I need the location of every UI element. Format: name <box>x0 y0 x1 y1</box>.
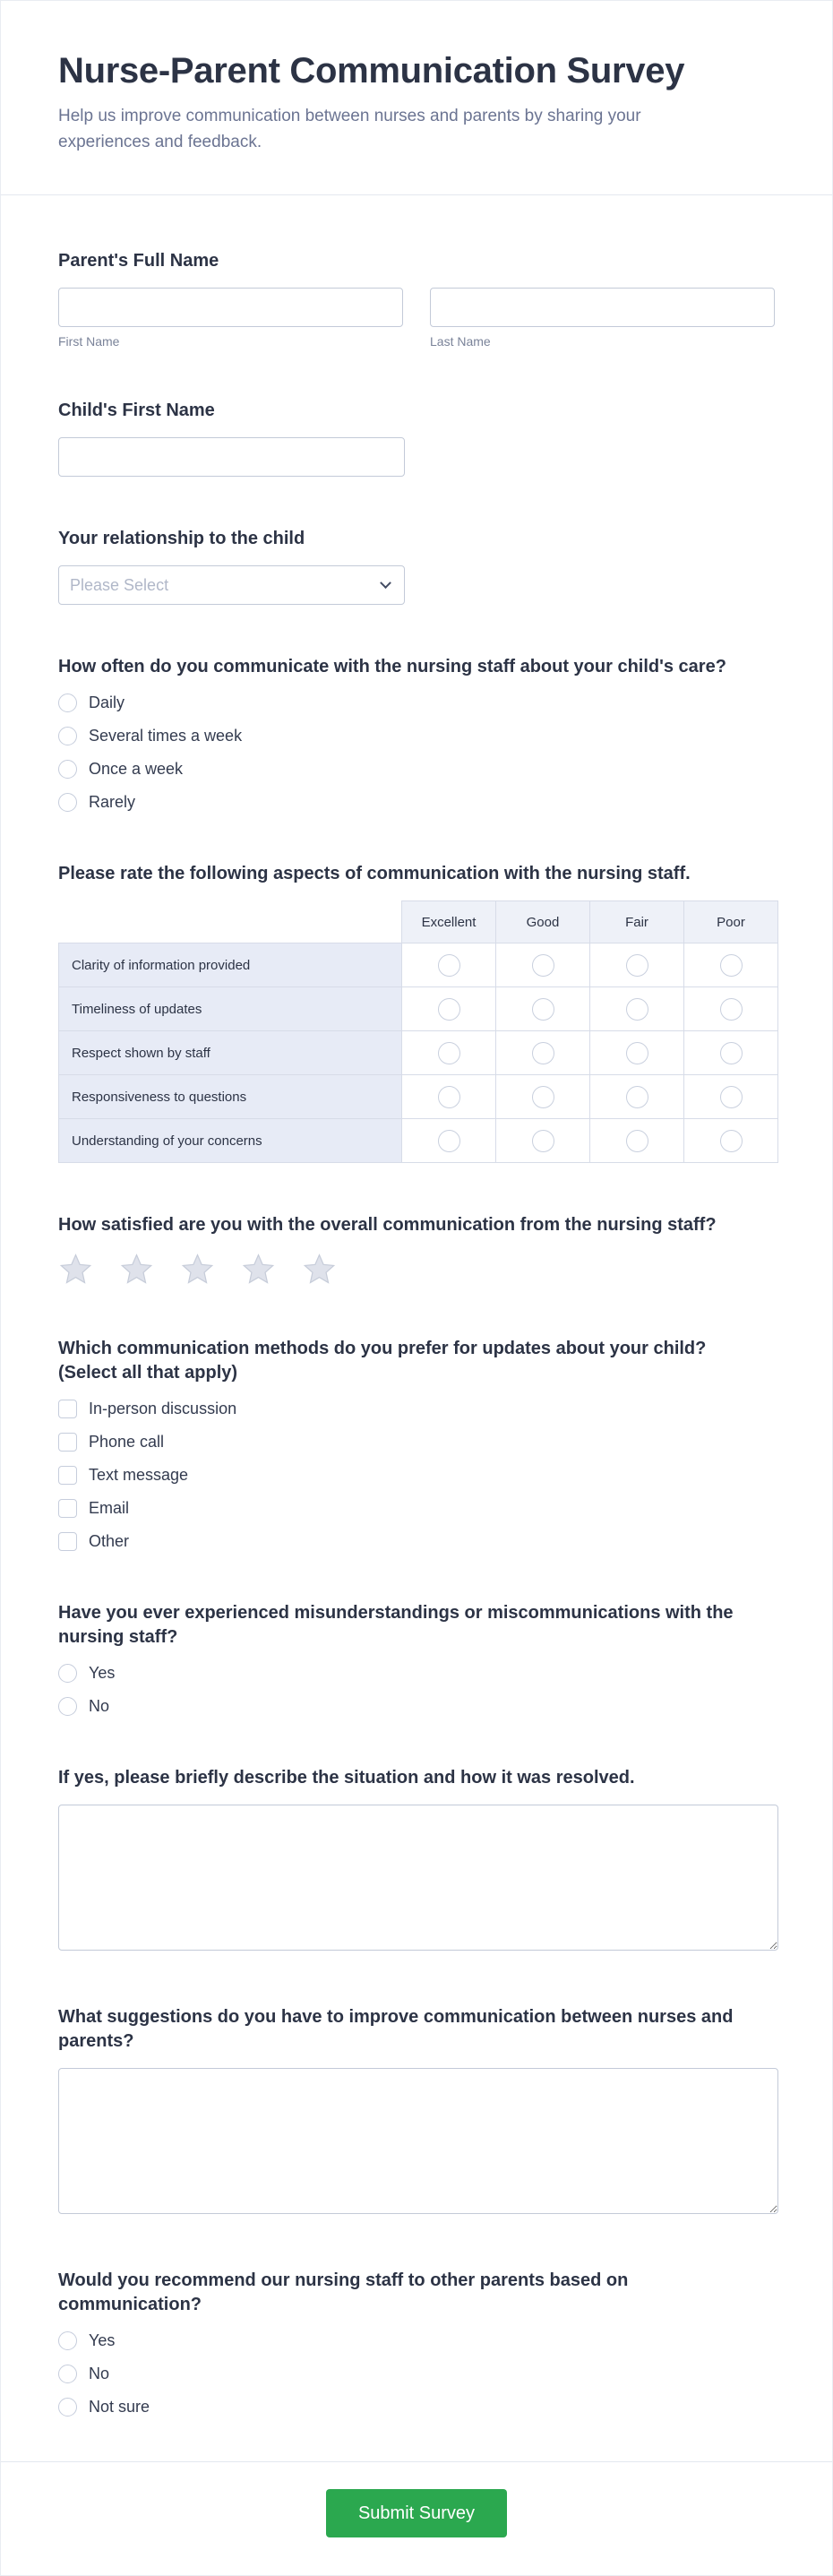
name-fields-row <box>58 288 775 349</box>
option-label: Yes <box>89 1664 116 1682</box>
radio-group-misunderstandings <box>58 1664 775 1716</box>
option-label: No <box>89 2365 110 2382</box>
matrix-cell[interactable] <box>590 943 684 987</box>
radio-button[interactable] <box>532 998 554 1021</box>
radio-option-several-times-a-week[interactable] <box>58 727 775 745</box>
matrix-cell[interactable] <box>402 987 496 1031</box>
star-icon[interactable] <box>119 1252 154 1287</box>
radio-button[interactable] <box>532 1042 554 1064</box>
question-label: Please rate the following aspects of communication with the nursing staff. <box>58 864 691 883</box>
relationship-select[interactable] <box>58 565 405 605</box>
suggestions-textarea[interactable] <box>58 2068 778 2214</box>
checkbox-option-phone-call[interactable] <box>58 1433 775 1452</box>
radio-button[interactable] <box>58 2365 77 2383</box>
checkbox[interactable] <box>58 1400 77 1418</box>
matrix-corner-cell <box>59 901 402 943</box>
matrix-cell[interactable] <box>590 1031 684 1075</box>
matrix-row-label: Responsiveness to questions <box>59 1075 402 1119</box>
matrix-row <box>59 987 778 1031</box>
radio-button[interactable] <box>58 1664 77 1683</box>
radio-option-no[interactable] <box>58 2365 775 2383</box>
star-rating <box>58 1252 775 1287</box>
matrix-cell[interactable] <box>684 1119 778 1163</box>
question-describe-situation <box>58 1766 775 1955</box>
question-label: Which communication methods do you prefer for updates about your child? (Select all that apply) <box>58 1339 707 1383</box>
rating-matrix-table <box>58 900 778 1163</box>
radio-button[interactable] <box>58 2331 77 2350</box>
question-label: Would you recommend our nursing staff to other parents based on communication? <box>58 2270 629 2314</box>
matrix-column-header: Good <box>496 901 590 943</box>
matrix-column-header: Poor <box>684 901 778 943</box>
option-label: Rarely <box>89 793 136 811</box>
matrix-cell[interactable] <box>590 1075 684 1119</box>
question-methods <box>58 1337 775 1551</box>
matrix-cell[interactable] <box>402 1031 496 1075</box>
checkbox-option-email[interactable] <box>58 1499 775 1518</box>
option-label: Phone call <box>89 1433 165 1451</box>
checkbox[interactable] <box>58 1499 77 1518</box>
option-label: No <box>89 1697 110 1715</box>
form-title: Nurse-Parent Communication Survey <box>58 51 685 90</box>
question-recommend <box>58 2269 775 2417</box>
option-label: Other <box>89 1532 130 1550</box>
radio-option-rarely[interactable] <box>58 793 775 812</box>
option-label: Email <box>89 1499 130 1517</box>
matrix-cell[interactable] <box>496 987 590 1031</box>
radio-button[interactable] <box>58 793 77 812</box>
radio-group-frequency <box>58 694 775 812</box>
star-icon[interactable] <box>302 1252 337 1287</box>
form-body <box>1 195 832 2461</box>
radio-option-no[interactable] <box>58 1697 775 1716</box>
form-footer <box>1 2461 832 2575</box>
question-relationship <box>58 527 775 605</box>
matrix-row-label: Timeliness of updates <box>59 987 402 1031</box>
matrix-row-label: Clarity of information provided <box>59 943 402 987</box>
option-label: Daily <box>89 694 125 711</box>
radio-button[interactable] <box>720 1042 743 1064</box>
radio-option-yes[interactable] <box>58 1664 775 1683</box>
question-label: If yes, please briefly describe the situation and how it was resolved. <box>58 1768 635 1788</box>
question-frequency <box>58 655 775 812</box>
checkbox-option-text-message[interactable] <box>58 1466 775 1485</box>
radio-button[interactable] <box>58 1697 77 1716</box>
matrix-row-label: Understanding of your concerns <box>59 1119 402 1163</box>
radio-option-yes[interactable] <box>58 2331 775 2350</box>
matrix-cell[interactable] <box>402 1075 496 1119</box>
option-label: In-person discussion <box>89 1400 237 1417</box>
radio-button[interactable] <box>438 954 460 977</box>
radio-button[interactable] <box>438 1130 460 1152</box>
matrix-cell[interactable] <box>496 1031 590 1075</box>
form-header <box>1 1 832 195</box>
first-name-input[interactable] <box>58 288 403 327</box>
matrix-cell[interactable] <box>684 1075 778 1119</box>
question-label: How satisfied are you with the overall communication from the nursing staff? <box>58 1215 717 1235</box>
option-label: Once a week <box>89 760 184 778</box>
question-label: Have you ever experienced misunderstandings or miscommunications with the nursing staff? <box>58 1603 734 1647</box>
matrix-column-header: Fair <box>590 901 684 943</box>
checkbox-option-in-person-discussion[interactable] <box>58 1400 775 1418</box>
question-label: What suggestions do you have to improve communication between nurses and parents? <box>58 2007 734 2051</box>
radio-button[interactable] <box>626 954 648 977</box>
question-child-name <box>58 399 775 477</box>
form-subtitle: Help us improve communication between nurses and parents by sharing your experiences and feedback. <box>58 107 641 151</box>
radio-button[interactable] <box>720 998 743 1021</box>
last-name-sublabel: Last Name <box>430 334 491 349</box>
matrix-cell[interactable] <box>590 987 684 1031</box>
checkbox-group-methods <box>58 1400 775 1551</box>
checkbox-option-other[interactable] <box>58 1532 775 1551</box>
matrix-row <box>59 1119 778 1163</box>
matrix-header-row <box>59 901 778 943</box>
radio-button[interactable] <box>720 954 743 977</box>
matrix-row-label: Respect shown by staff <box>59 1031 402 1075</box>
question-satisfaction <box>58 1213 775 1287</box>
matrix-cell[interactable] <box>402 943 496 987</box>
radio-button[interactable] <box>532 1086 554 1108</box>
radio-group-recommend <box>58 2331 775 2417</box>
matrix-row <box>59 943 778 987</box>
submit-button[interactable]: Submit Survey <box>326 2489 507 2537</box>
radio-button[interactable] <box>626 1042 648 1064</box>
first-name-field <box>58 288 403 349</box>
question-suggestions <box>58 2005 775 2218</box>
matrix-column-header: Excellent <box>402 901 496 943</box>
question-rating-matrix <box>58 862 775 1163</box>
checkbox[interactable] <box>58 1466 77 1485</box>
radio-option-not-sure[interactable] <box>58 2398 775 2417</box>
radio-button[interactable] <box>626 998 648 1021</box>
radio-button[interactable] <box>58 2398 77 2417</box>
last-name-field <box>430 288 775 349</box>
radio-button[interactable] <box>626 1086 648 1108</box>
question-label: Your relationship to the child <box>58 529 305 548</box>
option-label: Several times a week <box>89 727 243 745</box>
matrix-cell[interactable] <box>496 1119 590 1163</box>
chevron-down-icon <box>380 577 391 589</box>
radio-button[interactable] <box>720 1086 743 1108</box>
matrix-row <box>59 1075 778 1119</box>
star-icon[interactable] <box>58 1252 93 1287</box>
matrix-row <box>59 1031 778 1075</box>
radio-button[interactable] <box>438 998 460 1021</box>
child-first-name-input[interactable] <box>58 437 405 477</box>
option-label: Yes <box>89 2331 116 2349</box>
radio-button[interactable] <box>532 954 554 977</box>
checkbox[interactable] <box>58 1433 77 1452</box>
matrix-cell[interactable] <box>496 943 590 987</box>
matrix-cell[interactable] <box>496 1075 590 1119</box>
matrix-cell[interactable] <box>590 1119 684 1163</box>
checkbox[interactable] <box>58 1532 77 1551</box>
radio-button[interactable] <box>626 1130 648 1152</box>
matrix-cell[interactable] <box>402 1119 496 1163</box>
question-label: How often do you communicate with the nursing staff about your child's care? <box>58 657 726 676</box>
question-label: Parent's Full Name <box>58 251 219 271</box>
star-icon[interactable] <box>241 1252 276 1287</box>
radio-button[interactable] <box>58 694 77 712</box>
radio-button[interactable] <box>58 727 77 745</box>
radio-button[interactable] <box>438 1086 460 1108</box>
radio-option-once-a-week[interactable] <box>58 760 775 779</box>
select-placeholder: Please Select <box>70 575 169 594</box>
matrix-cell[interactable] <box>684 943 778 987</box>
radio-button[interactable] <box>58 760 77 779</box>
radio-button[interactable] <box>720 1130 743 1152</box>
first-name-sublabel: First Name <box>58 334 120 349</box>
describe-situation-textarea[interactable] <box>58 1805 778 1951</box>
star-icon[interactable] <box>180 1252 215 1287</box>
matrix-cell[interactable] <box>684 987 778 1031</box>
option-label: Not sure <box>89 2398 150 2416</box>
question-parent-name <box>58 249 775 349</box>
option-label: Text message <box>89 1466 189 1484</box>
matrix-cell[interactable] <box>684 1031 778 1075</box>
last-name-input[interactable] <box>430 288 775 327</box>
radio-option-daily[interactable] <box>58 694 775 712</box>
question-label: Child's First Name <box>58 401 215 420</box>
radio-button[interactable] <box>532 1130 554 1152</box>
question-misunderstandings <box>58 1601 775 1716</box>
radio-button[interactable] <box>438 1042 460 1064</box>
